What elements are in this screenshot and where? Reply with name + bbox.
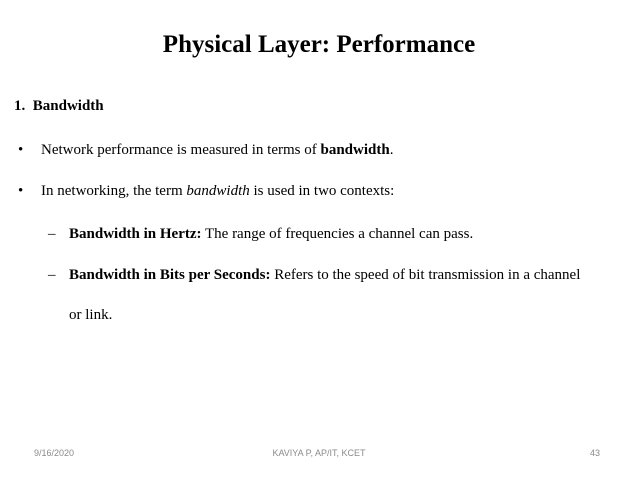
footer-author: KAVIYA P, AP/IT, KCET — [272, 448, 366, 458]
section-heading-text: Bandwidth — [32, 98, 104, 114]
bullet-contexts — [41, 181, 394, 201]
sub-bullet-marker: – — [48, 226, 56, 242]
sub-bullet-hertz-text: The range of frequencies a channel can pass. — [201, 226, 474, 242]
bullet-performance-text: Network performance is measured in terms of — [41, 142, 321, 158]
bullet-marker: • — [18, 142, 24, 158]
section-number: 1. — [14, 98, 26, 114]
bullet-contexts-rest: is used in two contexts: — [249, 183, 395, 199]
sub-bullet-bps — [69, 265, 580, 285]
sub-bullet-bps-label: Bandwidth in Bits per Seconds: — [69, 267, 271, 283]
sub-bullet-bps-continuation: or link. — [69, 307, 113, 323]
sub-bullet-bps-text: Refers to the speed of bit transmission in a channel — [270, 267, 581, 283]
section-heading — [14, 96, 104, 116]
bullet-performance — [41, 140, 393, 160]
bullet-marker: • — [18, 183, 24, 199]
slide-title: Physical Layer: Performance — [162, 31, 476, 58]
bullet-contexts-text: In networking, the term — [41, 183, 187, 199]
bullet-contexts-term: bandwidth — [186, 183, 250, 199]
footer-page-number: 43 — [589, 448, 600, 458]
sub-bullet-marker: – — [48, 267, 56, 283]
footer-date: 9/16/2020 — [34, 448, 75, 458]
bullet-performance-period: . — [389, 142, 394, 158]
sub-bullet-hertz-label: Bandwidth in Hertz: — [69, 226, 202, 242]
sub-bullet-hertz — [69, 224, 473, 244]
bullet-performance-term: bandwidth — [320, 142, 390, 158]
